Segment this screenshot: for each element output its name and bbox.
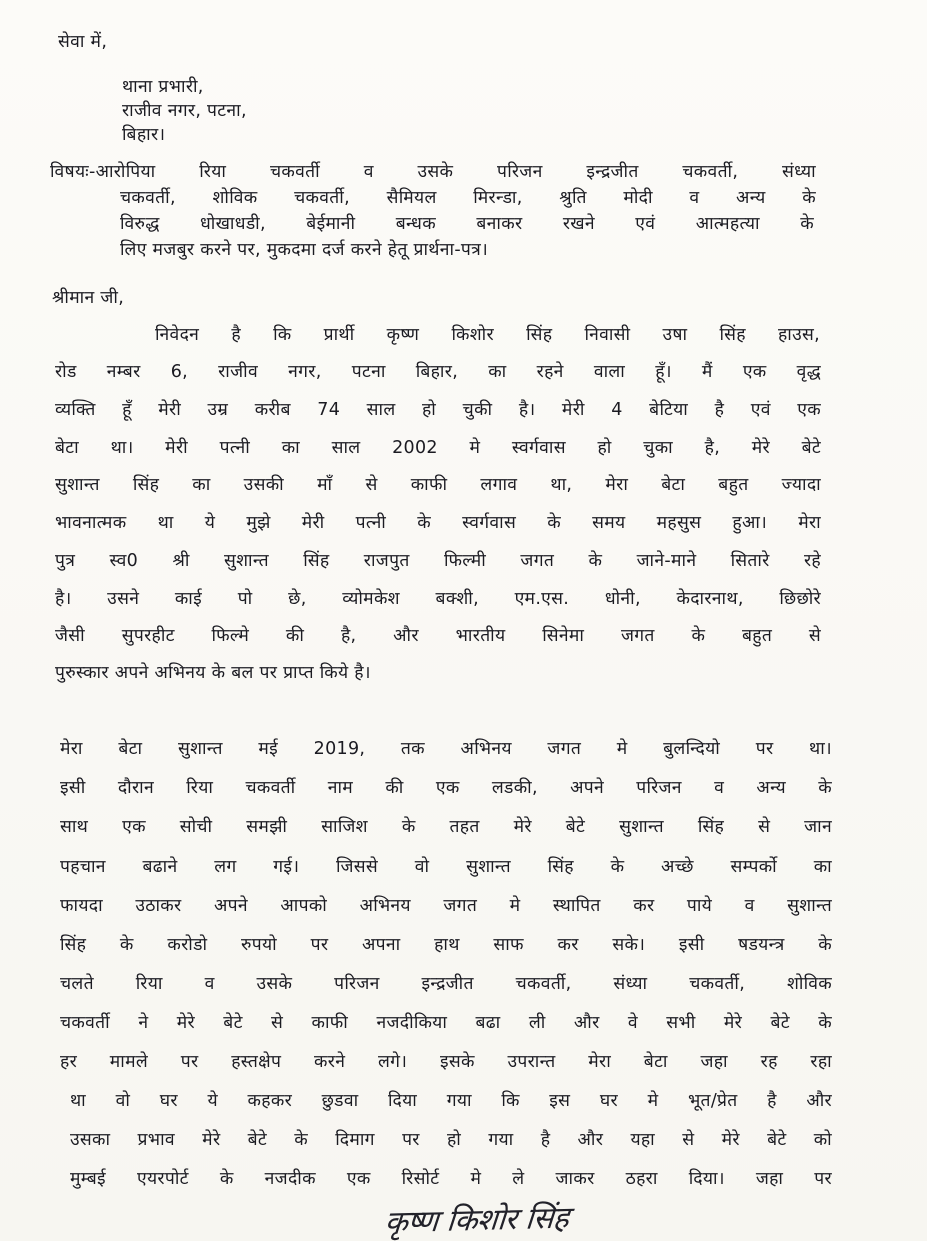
handwritten-signature: कृष्ण किशोर सिंह <box>383 1200 570 1241</box>
paragraph-2-line: साथ एक सोची समझी साजिश के तहत मेरे बेटे सुशान्त सिंह से जान <box>60 817 832 837</box>
paragraph-1-line: निवेदन है कि प्रार्थी कृष्ण किशोर सिंह निवासी उषा सिंह हाउस, <box>155 325 820 345</box>
address-line: थाना प्रभारी, <box>122 77 204 97</box>
paragraph-1-line: सुशान्त सिंह का उसकी माँ से काफी लगाव था, मेरा बेटा बहुत ज्यादा <box>55 475 821 495</box>
paragraph-1-line: जैसी सुपरहीट फिल्मे की है, और भारतीय सिनेमा जगत के बहुत से <box>55 626 821 646</box>
subject-line: विषयः-आरोपिया रिया चकवर्ती व उसके परिजन इन्द्रजीत चकवर्ती, संध्या <box>50 162 816 182</box>
subject-line: लिए मजबुर करने पर, मुकदमा दर्ज करने हेतू प्रार्थना-पत्र। <box>120 240 489 260</box>
paragraph-2-line: पहचान बढाने लग गई। जिससे वो सुशान्त सिंह के अच्छे सम्पर्को का <box>60 857 832 877</box>
subject-line: विरुद्ध धोखाधडी, बेईमानी बन्धक बनाकर रखने एवं आत्महत्या के <box>120 214 814 234</box>
paragraph-1-line: रोड नम्बर 6, राजीव नगर, पटना बिहार, का रहने वाला हूँ। मैं एक वृद्ध <box>55 362 821 382</box>
paragraph-2-line: चकवर्ती ने मेरे बेटे से काफी नजदीकिया बढा ली और वे सभी मेरे बेटे के <box>60 1013 832 1033</box>
address-line: बिहार। <box>122 125 166 145</box>
greeting: श्रीमान जी, <box>52 288 125 308</box>
paragraph-1-line: पुत्र स्व0 श्री सुशान्त सिंह राजपुत फिल्मी जगत के जाने-माने सितारे रहे <box>55 551 821 571</box>
paragraph-1-line: बेटा था। मेरी पत्नी का साल 2002 मे स्वर्गवास हो चुका है, मेरे बेटे <box>55 438 821 458</box>
paragraph-2-line: फायदा उठाकर अपने आपको अभिनय जगत मे स्थापित कर पाये व सुशान्त <box>60 896 832 916</box>
paragraph-1-line: पुरुस्कार अपने अभिनय के बल पर प्राप्त किये है। <box>55 663 371 683</box>
paragraph-2-line: इसी दौरान रिया चकवर्ती नाम की एक लडकी, अपने परिजन व अन्य के <box>60 778 832 798</box>
address-line: राजीव नगर, पटना, <box>122 101 247 121</box>
salutation-to: सेवा में, <box>58 32 108 52</box>
paragraph-2-line: उसका प्रभाव मेरे बेटे के दिमाग पर हो गया है और यहा से मेरे बेटे को <box>70 1130 832 1150</box>
paragraph-2-line: चलते रिया व उसके परिजन इन्द्रजीत चकवर्ती, संध्या चकवर्ती, शोविक <box>60 974 832 994</box>
paragraph-2-line: मेरा बेटा सुशान्त मई 2019, तक अभिनय जगत मे बुलन्दियो पर था। <box>60 739 832 759</box>
paragraph-2-line: मुम्बई एयरपोर्ट के नजदीक एक रिसोर्ट मे ले जाकर ठहरा दिया। जहा पर <box>70 1169 832 1189</box>
paragraph-2-line: हर मामले पर हस्तक्षेप करने लगे। इसके उपरान्त मेरा बेटा जहा रह रहा <box>60 1052 832 1072</box>
paragraph-2-line: सिंह के करोडो रुपयो पर अपना हाथ साफ कर सके। इसी षडयन्त्र के <box>60 935 832 955</box>
paragraph-1-line: व्यक्ति हूँ मेरी उम्र करीब 74 साल हो चुकी है। मेरी 4 बेटिया है एवं एक <box>55 400 821 420</box>
paragraph-2-line: था वो घर ये कहकर छुडवा दिया गया कि इस घर मे भूत/प्रेत है और <box>70 1091 832 1111</box>
paragraph-1-line: है। उसने काई पो छे, व्योमकेश बक्शी, एम.एस. धोनी, केदारनाथ, छिछोरे <box>55 589 821 609</box>
paragraph-1-line: भावनात्मक था ये मुझे मेरी पत्नी के स्वर्गवास के समय महसुस हुआ। मेरा <box>55 513 821 533</box>
subject-line: चकवर्ती, शोविक चकवर्ती, सैमियल मिरन्डा, श्रुति मोदी व अन्य के <box>120 188 816 208</box>
